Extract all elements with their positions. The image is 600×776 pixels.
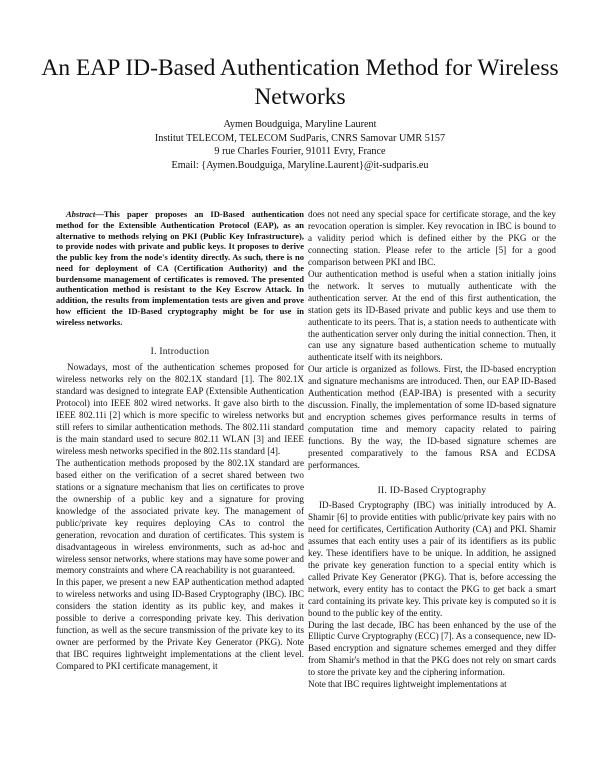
- intro-paragraph-4: does not need any special space for certificate storage, and the key revocation operation is simpler. Key revocation in IBC is bound to a validity period which is defined either by the PKG or the connecting station. Please refer to the article [5] for a good comparison between PKI and IBC.: [308, 209, 556, 267]
- author-names: Aymen Boudguiga, Maryline Laurent: [223, 119, 377, 130]
- intro-paragraph-5: Our authentication method is useful when a station initially joins the network. It serves to mutually authenticate with the authentication server. At the end of this first authentication, the station gets its ID-Based private and public keys and use them to authenticate to its peers. That is, a station needs to authenticate with the authentication server only during the initial connection. Then, it can use any signature based authentication scheme to mutually authenticate itself with its neighbors.: [308, 268, 556, 363]
- author-email: Email: {Aymen.Boudguiga, Maryline.Laurent}@it-sudparis.eu: [171, 160, 429, 172]
- section-heading-id-based-cryptography: II. ID-Based Cryptography: [377, 485, 487, 496]
- idc-paragraph-3: Note that IBC requires lightweight implementations at: [308, 679, 507, 690]
- intro-paragraph-3: In this paper, we present a new EAP authentication method adapted to wireless networks and using ID-Based Cryptography (IBC). IBC considers the station identity as its public key, and makes it possible to derive a corresponding private key. This derivation function, as well as the secure transmission of the private key to its owner are performed by the Private Key Generator (PKG). Note that IBC requires lightweight implementations at the client level. Compared to PKI certificate management, it: [56, 577, 304, 672]
- author-block: [40, 118, 560, 173]
- abstract-text: —This paper proposes an ID-Based authentication method for the Extensible Authentication Protocol (EAP), as an alternative to methods relying on PKI (Public Key Infrastructure), to provide nodes with private and public keys. It proposes to derive the public key from the node's identity directly. As such, there is no need for deployment of CA (Certification Authority) and the burdensome management of certificates is removed. The presented authentication method is resistant to the Key Escrow Attack. In addition, the results from implementation tests are given and prove how efficient the ID-Based cryptography might be for use in wireless networks.: [56, 209, 304, 327]
- paper-title: An EAP ID-Based Authentication Method for Wireless Networks: [41, 55, 559, 110]
- intro-paragraph-6: Our article is organized as follows. First, the ID-based encryption and signature mechanisms are introduced. Then, our EAP ID-Based Authentication method (EAP-IBA) is presented with a security discussion. Finally, the implementation of some ID-based signature and encryption schemes gives performance results in terms of computation time and memory capacity related to pairing functions. By the way, the ID-based signature schemes are presented comparatively to the famous RSA and ECDSA performances.: [308, 364, 556, 471]
- abstract-label: Abstract: [66, 209, 96, 219]
- idc-paragraph-2: During the last decade, IBC has been enhanced by the use of the Elliptic Curve Cryptography (ECC) [7]. As a consequence, new ID-Based encryption and signature schemes emerged and they differ from Shamir's method in that the PKG does not rely on smart cards to store the private key and the ciphering information.: [308, 619, 556, 678]
- intro-paragraph-1: Nowadays, most of the authentication schemes proposed for wireless networks rely on the 802.1X standard [1]. The 802.1X standard was designed to integrate EAP (Extensible Authentication Protocol) into IEEE 802 wired networks. It gave also birth to the IEEE 802.11i [2] which is more specific to wireless networks but still refers to similar authentication methods. The 802.11i standard is the main standard used to secure 802.11 WLAN [3] and IEEE wireless mesh networks specified in the 802.11s standard [4].: [56, 362, 304, 456]
- author-affiliation: Institut TELECOM, TELECOM SudParis, CNRS Samovar UMR 5157: [154, 132, 446, 144]
- intro-paragraph-2: The authentication methods proposed by the 802.1X standard are based either on the verification of a secret shared between two stations or a signature mechanism that lies on certificates to prove the ownership of a public key and a signature for proving knowledge of the associated private key. The management of public/private key requires deploying CAs to control the generation, revocation and duration of certificates. This system is disadvantageous in wireless environments, such as ad-hoc and wireless sensor networks, where stations may have some power and memory constraints and where CA reachability is not guaranteed.: [56, 457, 304, 576]
- section-heading-introduction: I. Introduction: [150, 347, 210, 358]
- left-column: [56, 209, 304, 673]
- idc-paragraph-1: ID-Based Cryptography (IBC) was initially introduced by A. Shamir [6] to provide entities with public/private key pairs with no need for certificates, Certification Authority (CA) and PKI. Shamir assumes that each entity uses a pair of its identifiers as its public key. These identifiers have to be unique. In addition, he assigned the private key generation function to a special entity which is called Private Key Generator (PKG). That is, before accessing the network, every entity has to contact the PKG to get back a smart card containing its private key. This private key is computed so it is bound to the public key of the entity.: [308, 499, 556, 618]
- right-column: [308, 209, 556, 691]
- abstract: [56, 209, 304, 327]
- author-address: 9 rue Charles Fourier, 91011 Evry, France: [214, 146, 386, 158]
